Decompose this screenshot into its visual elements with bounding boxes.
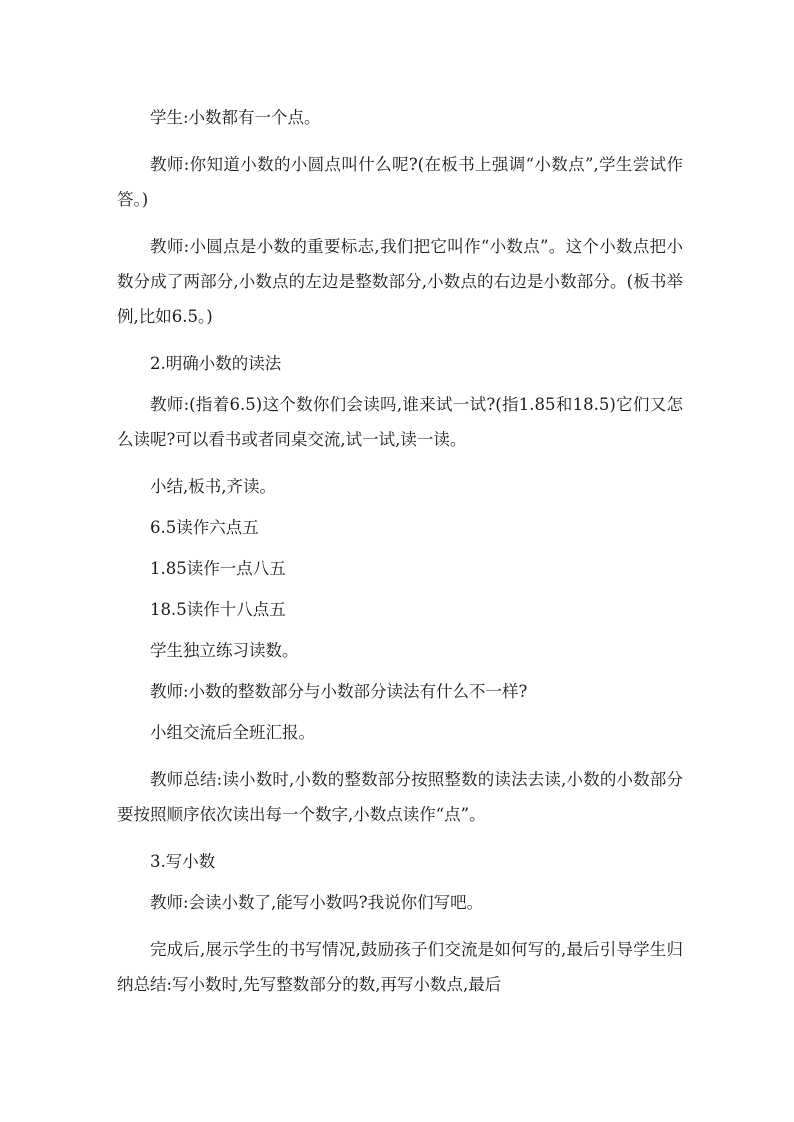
paragraph-writing-prompt: 教师:会读小数了,能写小数吗?我说你们写吧。 (150, 893, 484, 912)
reading-example-3: 18.5读作十八点五 (150, 600, 286, 619)
paragraph-difference-question: 教师:小数的整数部分与小数部分读法有什么不一样? (150, 682, 528, 701)
document-page (117, 100, 683, 1002)
paragraph-student-answer: 学生:小数都有一个点。 (150, 108, 321, 127)
section-heading-writing: 3.写小数 (150, 852, 216, 871)
section-heading-reading: 2.明确小数的读法 (150, 354, 282, 373)
paragraph-writing-summary: 完成后,展示学生的书写情况,鼓励孩子们交流是如何写的,最后引导学生归纳总结:写小数时,先写整数部分的数,再写小数点,最后 (117, 940, 683, 994)
paragraph-summary: 小结,板书,齐读。 (150, 477, 276, 496)
paragraph-teacher-summary: 教师总结:读小数时,小数的整数部分按照整数的读法去读,小数的小数部分要按照顺序依次读出每一个数字,小数点读作“点”。 (117, 770, 683, 824)
paragraph-independent-practice: 学生独立练习读数。 (150, 641, 299, 660)
reading-example-2: 1.85读作一点八五 (150, 559, 286, 578)
paragraph-teacher-question: 教师:你知道小数的小圆点叫什么呢?(在板书上强调“小数点”,学生尝试作答。) (117, 155, 683, 209)
paragraph-reading-prompt: 教师:(指着6.5)这个数你们会读吗,谁来试一试?(指1.85和18.5)它们又怎么读呢?可以看书或者同桌交流,试一试,读一读。 (117, 395, 683, 449)
paragraph-group-report: 小组交流后全班汇报。 (150, 723, 315, 742)
paragraph-decimal-point-explanation: 教师:小圆点是小数的重要标志,我们把它叫作“小数点”。这个小数点把小数分成了两部分,小数点的左边是整数部分,小数点的右边是小数部分。(板书举例,比如6.5。) (117, 237, 683, 326)
reading-example-1: 6.5读作六点五 (150, 518, 259, 537)
